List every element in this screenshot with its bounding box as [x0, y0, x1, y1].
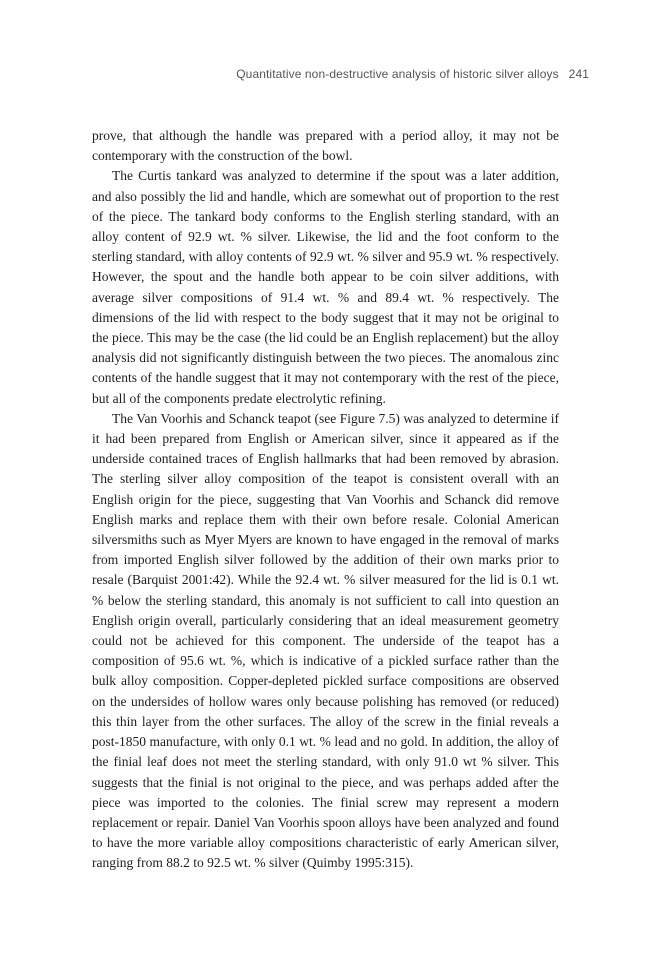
paragraph-continuation: prove, that although the handle was prepared with a period alloy, it may not be contemporary with the construction of the bowl.	[92, 128, 559, 164]
paragraph-van-voorhis-teapot: The Van Voorhis and Schanck teapot (see Figure 7.5) was analyzed to determine if it had been prepared from English or American silver, since it appeared as if the underside contained traces of English hallmarks that had been removed by abrasion. The sterling silver alloy composition of the teapot is consistent overall with an English origin for the piece, suggesting that Van Voorhis and Schanck did remove English marks and replace them with their own before resale. Colonial American silversmiths such as Myer Myers are known to have engaged in the removal of marks from imported English silver followed by the addition of their own marks prior to resale (Barquist 2001:42). While the 92.4 wt. % silver measured for the lid is 0.1 wt. % below the sterling standard, this anomaly is not sufficient to call into question an English origin overall, particularly considering that an ideal measurement geometry could not be achieved for this component. The underside of the teapot has a composition of 95.6 wt. %, which is indicative of a pickled surface rather than the bulk alloy composition. Copper-depleted pickled surface compositions are observed on the undersides of hollow wares only because polishing has removed (or reduced) this thin layer from the other surfaces. The alloy of the screw in the finial reveals a post-1850 manufacture, with only 0.1 wt. % lead and no gold. In addition, the alloy of the finial leaf does not meet the sterling standard, with only 91.0 wt % silver. This suggests that the finial is not original to the piece, and was perhaps added after the piece was imported to the colonies. The finial screw may represent a modern replacement or repair. Daniel Van Voorhis spoon alloys have been analyzed and found to have the more variable alloy compositions characteristic of early American silver, ranging from 88.2 to 92.5 wt. % silver (Quimby 1995:315).	[92, 410, 559, 871]
body-text	[92, 126, 559, 874]
page-number: 241	[568, 67, 589, 81]
running-header-title: Quantitative non-destructive analysis of historic silver alloys	[236, 67, 559, 81]
running-header	[92, 67, 589, 81]
paragraph-curtis-tankard: The Curtis tankard was analyzed to determine if the spout was a later addition, and also possibly the lid and handle, which are somewhat out of proportion to the rest of the piece. The tankard body conforms to the English sterling standard, with an alloy content of 92.9 wt. % silver. Likewise, the lid and the foot conform to the sterling standard, with alloy contents of 92.9 wt. % silver and 95.9 wt. % respectively. However, the spout and the handle both appear to be coin silver additions, with average silver compositions of 91.4 wt. % and 89.4 wt. % respectively. The dimensions of the lid with respect to the body suggest that it may not be original to the piece. This may be the case (the lid could be an English replacement) but the alloy analysis did not significantly distinguish between the two pieces. The anomalous zinc contents of the handle suggest that it may not contemporary with the rest of the piece, but all of the components predate electrolytic refining.	[92, 168, 559, 406]
